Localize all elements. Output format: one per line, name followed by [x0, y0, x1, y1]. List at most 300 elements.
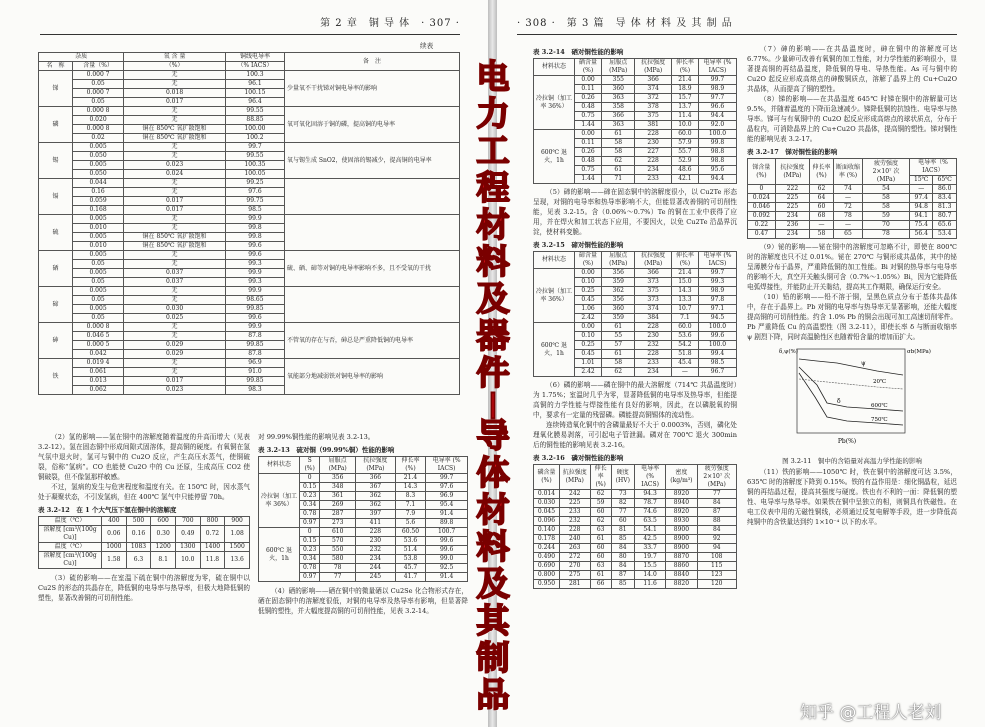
header-oxygen: 氧 含 量 — [124, 53, 226, 62]
banner-char: 料 — [476, 527, 510, 566]
table-cell: 92.5 — [426, 564, 468, 573]
table-cell: 13.6 — [225, 552, 250, 569]
table-row — [534, 553, 737, 562]
conductivity-value: 87.8 — [225, 350, 284, 359]
impurity-content: 0.062 — [72, 386, 123, 395]
header-cell: 伸长率 (%) — [810, 159, 834, 185]
table-cell: 8940 — [666, 499, 697, 508]
table-cell: 64 — [810, 194, 834, 203]
table-cell: 367 — [356, 483, 396, 492]
right-page-header: · 308 · 第 3 篇 导 体 材 料 及 其 制 品 — [517, 14, 957, 35]
bismuth-paragraph: （9）铋的影响——铋在铜中的溶解度可忽略不计，即使在 800℃ 时的溶解度也只不过 0.01%。铋在 270℃ 与铜形成共晶体，其中的铋呈薄膜分布于晶界，严重降低铜的加工性能。Bi 对铜的热导率与电导率的影响不大，真空开关触头铜可含（0.7%～1.05%）Bi，因为它能降低电弧焊接性，并能防止开关黏结，提高其工作期限，确保运行安全。 — [747, 243, 957, 291]
table-cell: 0.096 — [534, 517, 560, 526]
table-row — [39, 251, 460, 260]
table-3-2-12 — [38, 516, 250, 569]
row-label: 溶解度 [cm³/(100g Cu)] — [39, 552, 102, 569]
conductivity-value: 99.6 — [225, 251, 284, 260]
conductivity-value: 100.35 — [225, 161, 284, 170]
table-cell: 61 — [602, 350, 635, 359]
table-cell: 8900 — [666, 526, 697, 535]
table-3-2-14 — [533, 58, 737, 184]
table-cell: 378 — [635, 103, 671, 112]
banner-char: 材 — [476, 490, 510, 529]
oxygen-content: 无 — [124, 287, 226, 296]
oxygen-content: 无 — [124, 80, 226, 89]
impurity-name: 锡 — [39, 143, 73, 179]
impurity-content: 0.05 — [72, 98, 123, 107]
table-cell: 225 — [775, 203, 809, 212]
table-cell: 580 — [320, 555, 356, 564]
table-cell: 73 — [611, 490, 634, 499]
header-conductivity: 铜线电导率 — [225, 53, 284, 62]
table-cell: 80 — [611, 553, 634, 562]
right-left-column — [533, 44, 737, 589]
table-cell: 232 — [635, 341, 671, 350]
oxygen-content: 0.017 — [124, 98, 226, 107]
table-cell: 13.3 — [671, 296, 698, 305]
table-cell: 57 — [602, 341, 635, 350]
table-cell: 92 — [697, 535, 736, 544]
table-cell: 60.0 — [671, 323, 698, 332]
table-cell: 99.6 — [426, 537, 468, 546]
table-cell: 8920 — [666, 490, 697, 499]
impurity-content: 0.019 4 — [72, 359, 123, 368]
table-cell: 0 — [300, 474, 320, 483]
table-cell: 372 — [635, 94, 671, 103]
table-cell: 366 — [356, 474, 396, 483]
table-row — [39, 543, 250, 552]
table-cell: 0.78 — [300, 564, 320, 573]
table-cell: 96.7 — [698, 368, 736, 377]
table-cell: 225 — [559, 499, 590, 508]
table-cell: 8920 — [666, 508, 697, 517]
table-cell: 381 — [635, 121, 671, 130]
impurity-content: 0.000 7 — [72, 89, 123, 98]
table-cell: 0.22 — [748, 221, 776, 230]
table-cell: 356 — [602, 269, 635, 278]
oxygen-content: 0.017 — [124, 377, 226, 386]
table-cell: 97.8 — [698, 296, 736, 305]
table-row — [39, 107, 460, 116]
table-row — [534, 526, 737, 535]
hydrogen-paragraph-2: 不过，氢病的发生与危害程度和温度有关。在 150℃ 时，因水蒸气处于凝聚状态，不引发氢病，但在 400℃ 氢气中只能停留 70h。 — [38, 483, 250, 501]
table-cell: 55.7 — [671, 148, 698, 157]
oxygen-content: 铜在 850℃ 氧扩散饱和 — [124, 233, 226, 242]
table-cell: 700 — [175, 517, 200, 526]
table-cell: 228 — [635, 130, 671, 139]
table-cell: 63 — [590, 526, 611, 535]
right-page — [497, 0, 985, 727]
header-cell: 伸长率 (%) — [671, 252, 698, 269]
note-cell — [285, 179, 460, 215]
header-cell: 材料状态 — [534, 59, 575, 76]
table-cell: 78.7 — [634, 499, 665, 508]
note-cell — [285, 287, 460, 323]
impurity-name: 硫 — [39, 215, 73, 251]
conductivity-value: 98.3 — [225, 386, 284, 395]
table-cell: 348 — [320, 483, 356, 492]
impurity-content: 0.05 — [72, 296, 123, 305]
table-cell: 1200 — [151, 543, 176, 552]
conductivity-value: 98.65 — [225, 296, 284, 305]
table-cell: 65.6 — [933, 221, 957, 230]
table-cell: 269 — [320, 501, 356, 510]
impurity-content: 0.000 5 — [72, 341, 123, 350]
table-cell: 84 — [611, 562, 634, 571]
conductivity-value: 100.00 — [225, 125, 284, 134]
fig-label-750c: 750℃ — [871, 417, 888, 423]
table-cell: 60 — [590, 544, 611, 553]
table-cell: 85 — [611, 580, 634, 589]
table-cell: 1.58 — [102, 552, 127, 569]
table-cell: 63.5 — [634, 517, 665, 526]
table-3-2-16-caption: 表 3.2-16 磷对铜性能的影响 — [533, 454, 624, 462]
table-row — [748, 212, 957, 221]
banner-char: 件 — [476, 353, 510, 392]
table-cell: 245 — [356, 573, 396, 582]
impurity-content: 0.005 — [72, 233, 123, 242]
header-sub: 65℃ — [933, 176, 957, 185]
oxygen-content: 无 — [124, 296, 226, 305]
impurity-name: 锑 — [39, 71, 73, 107]
header-cell: 抗拉强度 (MPa) — [356, 457, 396, 474]
table-cell: 85 — [611, 535, 634, 544]
table-cell: 94.4 — [698, 112, 736, 121]
row-label: 溶解度 [cm³/(100g Cu)] — [39, 526, 102, 543]
hydrogen-paragraph: （2）氢的影响——氢在铜中的溶解度随着温度的升高而增大（见表 3.2-12）。氢在固态铜中形成间隙式固溶体，提高铜的硬度。有氧铜在氢气氛中退火时，氢可与铜中的 Cu2O 反应，产生高压水蒸气，使铜破裂，俗称“氢病”。CO 也能使 Cu2O 中的 Cu 还原，生成高压 CO2 使铜破裂，但不像氢那样敏感。 — [38, 433, 250, 481]
header-sub: 含量（%） — [72, 62, 123, 71]
oxygen-content: 0.029 — [124, 341, 226, 350]
oxygen-content: 无 — [124, 368, 226, 377]
impurity-content: 0.010 — [72, 224, 123, 233]
header-cell: 磷含量 (%) — [534, 465, 560, 490]
header-note: 备 注 — [285, 53, 460, 71]
conductivity-value: 97.6 — [225, 188, 284, 197]
table-cell: 94.1 — [909, 212, 932, 221]
table-cell: 100.0 — [698, 323, 736, 332]
table-cell: 41.7 — [395, 573, 426, 582]
table-cell: 84 — [697, 499, 736, 508]
table-cell: 0.045 — [534, 508, 560, 517]
table-cell: 21.4 — [671, 269, 698, 278]
table-cell: 0.45 — [575, 296, 602, 305]
table-cell: 19.7 — [634, 553, 665, 562]
impurity-content: 0.005 — [72, 287, 123, 296]
table-cell: 234 — [356, 555, 396, 564]
oxygen-content: 无 — [124, 215, 226, 224]
table-cell: 91.4 — [426, 510, 468, 519]
impurity-content: 0.05 — [72, 80, 123, 89]
table-cell: 363 — [602, 94, 635, 103]
table-cell: 0.47 — [748, 230, 776, 239]
header-sub: （% IACS） — [225, 62, 284, 71]
table-cell: 8.1 — [151, 552, 176, 569]
header-cell: 伸长率 (%) — [671, 59, 698, 76]
table-cell: 82 — [611, 499, 634, 508]
table-row — [534, 580, 737, 589]
table-header-row — [534, 252, 737, 269]
conductivity-value: 99.9 — [225, 287, 284, 296]
middle-column — [258, 432, 468, 616]
impurity-name: 砷 — [39, 323, 73, 359]
table-cell: 61 — [602, 323, 635, 332]
oxygen-content: 0.030 — [124, 305, 226, 314]
impurity-name: 磷 — [39, 107, 73, 143]
header-cell: 抗拉强度 (MPa) — [635, 252, 671, 269]
header-cell: 密度 (kg/m³) — [666, 465, 697, 490]
left-page — [0, 0, 488, 727]
figure-3-2-11 — [777, 345, 931, 453]
oxygen-content: 铜在 850℃ 氧扩散饱和 — [124, 134, 226, 143]
header-cell: 电导率 (% IACS) — [698, 59, 736, 76]
table-cell: 366 — [635, 269, 671, 278]
table-cell: 0 — [300, 528, 320, 537]
table-cell: 33.7 — [634, 544, 665, 553]
table-cell: 99.7 — [426, 474, 468, 483]
sulfur-effect-ref: 对 99.99%铜性能的影响见表 3.2-13。 — [258, 433, 375, 441]
table-row — [259, 528, 468, 537]
table-cell: 13.7 — [671, 103, 698, 112]
table-cell: 66 — [590, 580, 611, 589]
phosphorus-paragraph-2: 连续铸造氧化铜中的含磷量最好不大于 0.0003%，否则，磷化处理氧化膜易剥落，可引起电子管泄漏。磷对在 700℃ 退火 300min 后的铜性能的影响见表 3.2-16。 — [533, 421, 737, 449]
oxygen-content: 0.029 — [124, 350, 226, 359]
table-cell: 58 — [810, 230, 834, 239]
table-cell: 0.75 — [575, 166, 602, 175]
conductivity-value: 99.75 — [225, 197, 284, 206]
table-cell: 80.7 — [933, 212, 957, 221]
table-row — [534, 544, 737, 553]
table-cell: 11.6 — [634, 580, 665, 589]
table-cell: 0.046 — [748, 203, 776, 212]
oxygen-content: 0.023 — [124, 386, 226, 395]
table-cell: 373 — [635, 296, 671, 305]
table-header-row — [259, 457, 468, 474]
table-cell: 374 — [635, 85, 671, 94]
header-sub: 15℃ — [909, 176, 932, 185]
table-cell: 281 — [559, 580, 590, 589]
table-cell: 263 — [559, 544, 590, 553]
material-state: 600℃ 退火，1h — [534, 130, 575, 184]
table-row — [39, 526, 250, 543]
table-3-2-15 — [533, 251, 737, 377]
impurity-content: 0.046 5 — [72, 332, 123, 341]
table-header-row — [39, 53, 460, 62]
table-cell: 84 — [611, 544, 634, 553]
fig-label-delta: δ — [837, 398, 841, 405]
table-cell: 61 — [602, 166, 635, 175]
table-cell: 15.5 — [634, 562, 665, 571]
conductivity-value: 99.8 — [225, 224, 284, 233]
right-right-column — [747, 44, 957, 527]
fig-label-20c: 20℃ — [873, 379, 887, 385]
table-cell: 58 — [602, 139, 635, 148]
oxygen-content: 0.023 — [124, 161, 226, 170]
table-row — [39, 71, 460, 80]
oxygen-content: 0.024 — [124, 170, 226, 179]
impurity-content: 0.05 — [72, 260, 123, 269]
table-cell: 8820 — [666, 580, 697, 589]
header-cell: 碲含量 (%) — [575, 252, 602, 269]
fig-label-psi: ψ — [861, 360, 866, 367]
oxygen-content: 0.018 — [124, 89, 226, 98]
table-cell: 96.9 — [426, 492, 468, 501]
banner-char: 其 — [476, 601, 510, 640]
table-cell: 232 — [559, 517, 590, 526]
table-cell: 7.1 — [395, 501, 426, 510]
table-cell: 11.4 — [671, 112, 698, 121]
table-cell: 0.15 — [300, 483, 320, 492]
table-cell: 361 — [320, 492, 356, 501]
header-cell: 电导率（% IACS） — [909, 159, 956, 176]
table-cell: 0.244 — [534, 544, 560, 553]
table-cell: 600 — [151, 517, 176, 526]
table-cell: 228 — [635, 157, 671, 166]
header-cell: 抗拉强度 (MPa) — [635, 59, 671, 76]
table-cell: 99.4 — [698, 350, 736, 359]
table-cell: 362 — [602, 287, 635, 296]
table-cell: 56.4 — [909, 230, 932, 239]
table-cell: 356 — [320, 474, 356, 483]
table-cell: 97.7 — [698, 94, 736, 103]
table-3-2-13 — [258, 456, 468, 582]
table-cell: 1400 — [200, 543, 225, 552]
table-cell: 359 — [602, 278, 635, 287]
table-cell: 54.1 — [634, 526, 665, 535]
table-cell: 1500 — [225, 543, 250, 552]
impurity-content: 0.005 — [72, 161, 123, 170]
table-cell: 62 — [602, 157, 635, 166]
table-cell: 287 — [320, 510, 356, 519]
table-cell: 58 — [602, 359, 635, 368]
table-cell: 0.30 — [151, 526, 176, 543]
table-cell: 51.8 — [671, 350, 698, 359]
table-cell: 77 — [697, 490, 736, 499]
table-3-2-17 — [747, 158, 957, 239]
table-cell: 45.4 — [671, 359, 698, 368]
impurity-content: 0.005 — [72, 143, 123, 152]
impurity-content: 0.050 — [72, 152, 123, 161]
impurity-content: 0.005 — [72, 215, 123, 224]
table-cell: 0.11 — [575, 139, 602, 148]
table-cell: 0.26 — [575, 148, 602, 157]
table-cell: 14.0 — [634, 571, 665, 580]
table-cell: 95.4 — [426, 501, 468, 510]
table-cell: 0.092 — [748, 212, 776, 221]
impurity-content: 0.02 — [72, 134, 123, 143]
table-cell: 232 — [356, 546, 396, 555]
row-label: 温度（℃） — [39, 517, 102, 526]
table-cell: 60 — [611, 517, 634, 526]
table-cell: 8930 — [666, 517, 697, 526]
table-cell: 89.8 — [426, 519, 468, 528]
table-cell: 0.34 — [300, 555, 320, 564]
table-cell: 900 — [225, 517, 250, 526]
oxygen-content: 无 — [124, 107, 226, 116]
table-cell: 610 — [320, 528, 356, 537]
table-row — [534, 562, 737, 571]
table-cell: 7.1 — [671, 314, 698, 323]
table-cell: — — [833, 221, 862, 230]
arsenic-paragraph: （7）砷的影响——在共晶温度时，砷在铜中的溶解度可达 6.77%。少量砷可改善有氧铜的加工性能，对力学性能的影响很小，显著提高铜的再结晶温度，降低铜的导电、导热性能。As 可与铜中的 Cu2O 起反应形成高熔点的砷酸铜质点，溶解了晶界上的 Cu+Cu2O 共晶体，从而提高了铜的塑性。 — [747, 45, 957, 93]
table-cell: 68 — [810, 212, 834, 221]
table-cell: 0.950 — [534, 580, 560, 589]
table-cell: 77 — [611, 508, 634, 517]
table-cell: 222 — [775, 185, 809, 194]
table-cell: 100.7 — [426, 528, 468, 537]
table-cell: 45.7 — [395, 564, 426, 573]
table-cell: 42.1 — [671, 175, 698, 184]
table-cell: 373 — [635, 278, 671, 287]
table-cell: 384 — [635, 314, 671, 323]
table-cell: 355 — [602, 76, 635, 85]
table-cell: 72 — [833, 203, 862, 212]
impurity-content: 0.16 — [72, 188, 123, 197]
table-cell: 100.0 — [698, 130, 736, 139]
impurity-content: 0.020 — [72, 116, 123, 125]
header-cell: 硬度 (HV) — [611, 465, 634, 490]
table-cell: 275 — [559, 571, 590, 580]
oxygen-content: 无 — [124, 224, 226, 233]
table-cell: 1.08 — [225, 526, 250, 543]
table-row — [748, 203, 957, 212]
continued-label: 续表 — [420, 42, 434, 50]
table-row — [534, 490, 737, 499]
table-cell: 2.42 — [575, 368, 602, 377]
table-row — [534, 508, 737, 517]
conductivity-value: 100.3 — [225, 71, 284, 80]
table-cell: 15.0 — [671, 278, 698, 287]
table-cell: 57.9 — [671, 139, 698, 148]
table-cell: 400 — [102, 517, 127, 526]
table-row — [534, 269, 737, 278]
conductivity-value: 96.9 — [225, 359, 284, 368]
table-row — [39, 323, 460, 332]
table-cell: 108 — [697, 553, 736, 562]
table-header-row — [748, 159, 957, 176]
table-cell: 53.6 — [395, 537, 426, 546]
table-cell: 58 — [863, 203, 910, 212]
zhihu-watermark: 知乎 @工程人老刘 — [800, 703, 942, 723]
note-cell: 不管氧的存在与否，砷总是严重降低铜的电导率 — [285, 323, 460, 359]
table-cell: 87 — [611, 571, 634, 580]
table-cell: 360 — [602, 305, 635, 314]
table-header-row — [534, 59, 737, 76]
table-3-2-17-caption: 表 3.2-17 锑对铜性能的影响 — [747, 148, 838, 156]
table-cell: 0.00 — [575, 323, 602, 332]
table-cell: 120 — [697, 580, 736, 589]
table-cell: 52.9 — [671, 157, 698, 166]
impurity-content: 0.005 — [72, 251, 123, 260]
impurity-content: 0.050 — [72, 170, 123, 179]
table-cell: 94.5 — [698, 314, 736, 323]
banner-char: | — [488, 389, 498, 419]
header-cell: 抗拉强度 (MPa) — [775, 159, 809, 185]
impurity-content: 0.059 — [72, 197, 123, 206]
oxygen-content: 0.017 — [124, 206, 226, 215]
impurity-table — [38, 52, 460, 395]
impurity-name: 硒 — [39, 251, 73, 287]
conductivity-value: 99.85 — [225, 305, 284, 314]
table-cell: 0.25 — [575, 287, 602, 296]
note-cell: 少量氧不干扰锑对铜电导率的影响 — [285, 71, 460, 107]
table-cell: 21.4 — [671, 76, 698, 85]
table-cell: 78 — [863, 230, 910, 239]
table-cell: 0.178 — [534, 535, 560, 544]
table-cell: 21.4 — [395, 474, 426, 483]
table-cell: 242 — [559, 490, 590, 499]
table-cell: 11.8 — [200, 552, 225, 569]
fig-curve-psi-20 — [799, 359, 903, 375]
